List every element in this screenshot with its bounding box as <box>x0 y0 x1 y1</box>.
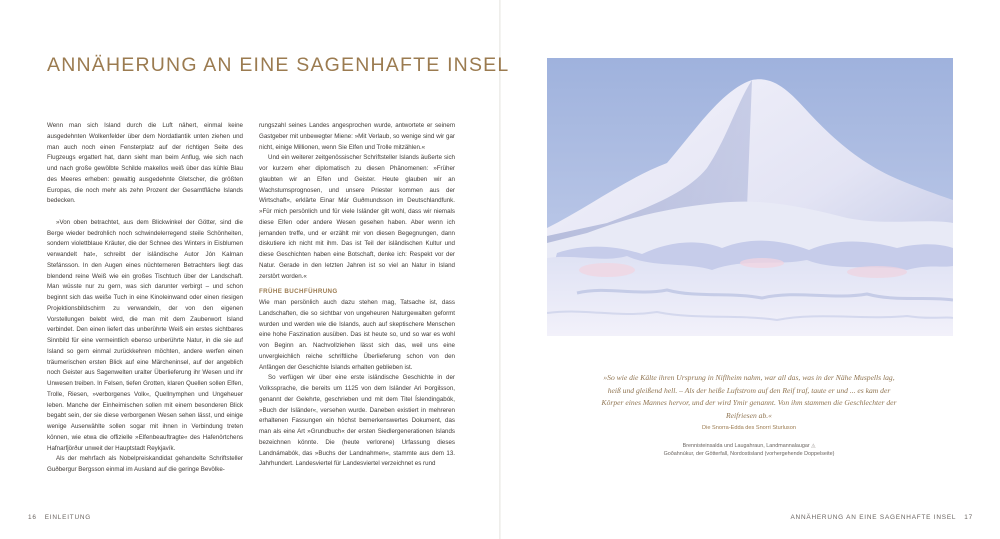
spread-fold <box>499 0 501 539</box>
running-head-right: ANNÄHERUNG AN EINE SAGENHAFTE INSEL <box>790 514 957 521</box>
running-head-left: EINLEITUNG <box>44 514 92 521</box>
paragraph: Wenn man sich Island durch die Luft nähert, einmal keine ausgedehnten Wolkenfelder über dem Nordatlantik unten ziehen und man auch noch einen Fensterplatz auf der richtigen Seite des Flugzeugs ergattert hat, dann sieht man beim Anflug, wie sich nach und nach große gewölbte Schilde makellos weiß über das kühle Blau des Meeres erheben: gewaltig ausgedehnte Gletscher, die größten Europas, die noch mehr als zehn Prozent der Gesamtfläche Islands bedecken. <box>47 122 243 205</box>
landscape-photo <box>547 58 953 336</box>
left-text-column <box>47 121 243 476</box>
section-subheading: FRÜHE BUCHFÜHRUNG <box>259 288 338 296</box>
paragraph: Wie man persönlich auch dazu stehen mag, Tatsache ist, dass Landschaften, die so sichtbar von ungeheuren Naturgewalten geformt wurden und werden wie die Islands, auch auf skeptischere Menschen eine hohe Faszination ausüben. Das ist heute so, und so war es wohl von Beginn an. Nachvollziehen lässt sich das, weil uns eine unvergleichlich reiche schriftliche Überlieferung schon von den Anfängen der Geschichte Islands erhalten geblieben ist. <box>259 299 455 371</box>
caption-line-1: Brennisteinsalda und Laugahraun, Landmannalaugar <box>682 443 810 449</box>
snowy-mountain-illustration <box>547 58 953 336</box>
quote-source: Die Snorra-Edda des Snorri Sturluson <box>702 425 796 431</box>
page-title: ANNÄHERUNG AN EINE SAGENHAFTE INSEL <box>47 54 510 76</box>
camera-icon: ◬ <box>811 443 816 449</box>
paragraph: Und ein weiterer zeitgenössischer Schriftsteller Islands äußerte sich vor kurzem eher diplomatisch zu diesen Phänomenen: »Früher glaubten wir an Elfen und Geister. Heute glauben wir an Wachstumsprognosen, und unsere Priester kommen aus der Wirtschaft«, erklärte Einar Már Guðmundsson im Deutschlandfunk. »Für mich persönlich und für viele Isländer gilt wohl, dass wir niemals diese Elfen oder andere Wesen gesehen haben. Aber wenn ich jemanden treffe, und er erzählt mir von diesen Begegnungen, dann diskutiere ich nicht mit ihm. Das ist Teil der isländischen Kultur und diese Geschichten haben eine Botschaft, denke ich: Respekt vor der Natur. Gerade in den letzten Jahren ist so viel an Natur in Island zerstört worden.« <box>259 154 455 280</box>
edda-quote: »So wie die Kälte ihren Ursprung in Niflheim nahm, war all das, was in der Nähe Muspells lag, heiß und gleißend hell. – Als der heiße Luftstrom auf den Reif traf, taute er und ... es kam der Körper eines Mannes hervor, und der wird Ymir genannt. Von ihm stammen die Geschlechter der Reifriesen ab.« <box>601 373 897 420</box>
footer-left <box>28 514 91 521</box>
page-number-left: 16 <box>28 514 37 521</box>
footer-right <box>790 514 973 521</box>
caption-line-2: Goðahnúkur, der Götterfall, Nordostisland (vorhergehende Doppelseite) <box>663 451 835 458</box>
paragraph: »Von oben betrachtet, aus dem Blickwinkel der Götter, sind die Berge wieder bedrohlich noch schwindelerregend steile Schönheiten, sondern violettblaue Kräuter, die der Schnee des Winters in Eisblumen verwandelt hat«, schreibt der isländische Autor Jón Kalman Stefánsson. In den Augen eines nüchterneren Betrachters liegt das blendend reine Weiß wie ein großes Tischtuch über der Landschaft. Man wüsste nur zu gern, was sich darunter verbirgt – und schon beginnt sich das weiße Tuch in eine Kinoleinwand oder einen riesigen Projektionsbildschirm zu verwandeln, der von den eigenen Vorstellungen belebt wird, die man mit dem Zauberwort Island verbindet. Den einen liefert das unberührte Weiß ein erstes sichtbares Sinnbild für eine vermeintlich ebenso unberührte Natur, in die sie auf Island so gern einmal zurückkehren möchten, andere werfen einen träumerischen ersten Blick auf eine Märcheninsel, auf der angeblich noch Geister aus Sagenwelten uralter Überlieferung ihr Wesen und ihr Unwesen treiben. In Felsen, tiefen Grotten, klaren Quellen sollen Elfen, Trolle, Riesen, »verborgenes Volk«, Quellnymphen und Ungeheuer leben. Manche der Einheimischen sollen mit einem besonderen Blick begabt sein, der sie diese verborgenen Wesen sehen lässt, und einige wenige Auserwählte sollen sogar mit ihnen in Verbindung treten können, wie etwa die offizielle »Elfenbeauftragte« des Hafenörtchens Hafnarfjörður unweit der Hauptstadt Reykjavík. <box>47 218 243 452</box>
paragraph: rungszahl seines Landes angesprochen wurde, antwortete er seinem Gastgeber mit unbewegter Miene: »Mit Verlaub, so wenige sind wir gar nicht, einige Millionen, wenn Sie Elfen und Trolle mitzählen.« <box>259 122 455 151</box>
paragraph: So verfügen wir über eine erste isländische Geschichte in der Volkssprache, die bereits um 1125 von dem Isländer Ari Þorgilsson, genannt der Gelehrte, geschrieben und mit dem Titel Íslendingabók, »Buch der Isländer«, versehen wurde. Daneben existiert in mehreren erhaltenen Fassungen ein höchst bemerkenswertes Dokument, das man als eine Art »Grundbuch« der ersten Siedlergenerationen Islands bezeichnen könnte. Die (heute verlorene) Urfassung dieses Landnámabók, das »Buchs der Landnahmen«, stammte aus dem 13. Jahrhundert. Landesviertel für Landesviertel verzeichnet es rund <box>259 374 455 468</box>
paragraph: Als der mehrfach als Nobelpreiskandidat gehandelte Schriftsteller Guðbergur Bergsson einmal im Ausland auf die geringe Bevölke- <box>47 455 243 473</box>
page-number-right: 17 <box>964 514 973 521</box>
photo-caption <box>640 442 858 459</box>
right-text-column <box>259 121 455 470</box>
